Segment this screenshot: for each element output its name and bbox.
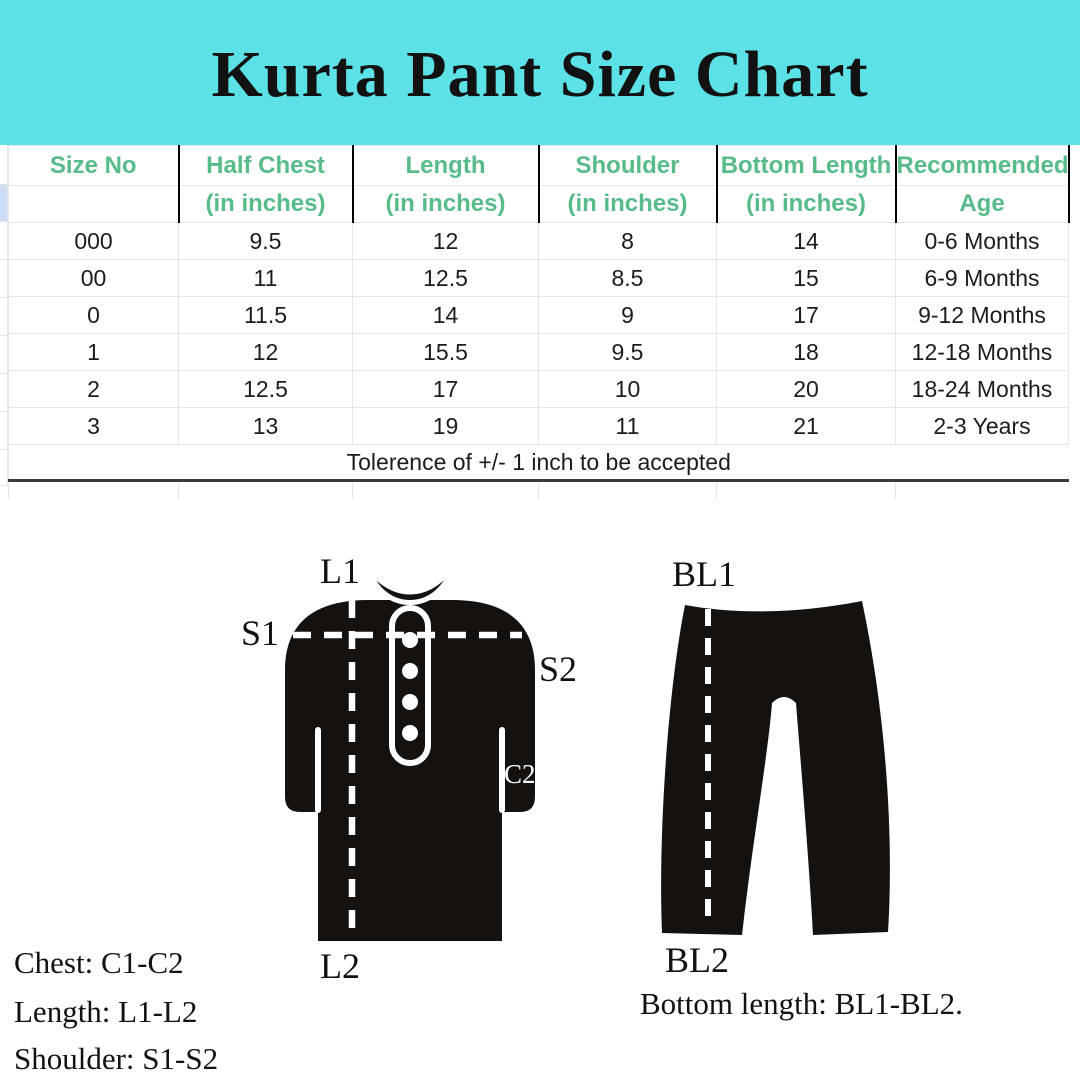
gridline-stub xyxy=(8,483,9,499)
label-s2: S2 xyxy=(539,649,578,689)
col-unit: (in inches) xyxy=(539,186,717,223)
table-cell: 000 xyxy=(9,223,179,260)
col-header-size-no: Size No xyxy=(9,146,179,186)
kurta-collar xyxy=(368,568,452,603)
tolerance-row xyxy=(9,445,1069,481)
table-cell: 9.5 xyxy=(539,334,717,371)
table-cell: 6-9 Months xyxy=(896,260,1069,297)
table-cell: 11 xyxy=(539,408,717,445)
gridline-stub xyxy=(538,483,539,499)
sheet-edge-column xyxy=(0,145,8,486)
tolerance-note: Tolerence of +/- 1 inch to be accepted xyxy=(9,445,1069,481)
table-cell: 12.5 xyxy=(179,371,353,408)
size-row-000 xyxy=(9,223,1069,260)
gridline-stub xyxy=(178,483,179,499)
pants-illustration xyxy=(650,595,895,940)
table-cell: 20 xyxy=(717,371,896,408)
col-header-shoulder: Shoulder xyxy=(539,146,717,186)
label-bl2: BL2 xyxy=(665,940,730,980)
size-row-00 xyxy=(9,260,1069,297)
gridline-stub xyxy=(895,483,896,499)
table-cell: 14 xyxy=(717,223,896,260)
col-unit: (in inches) xyxy=(717,186,896,223)
label-l1: L1 xyxy=(320,551,360,591)
sheet-edge-cell xyxy=(0,412,8,450)
legend-shoulder: Shoulder: S1-S2 xyxy=(14,1041,219,1076)
table-cell: 12 xyxy=(353,223,539,260)
sheet-edge-cell xyxy=(0,450,8,486)
col-unit: (in inches) xyxy=(179,186,353,223)
header-row-units xyxy=(9,186,1069,223)
sheet-edge-cell xyxy=(0,222,8,260)
sheet-edge-cell-highlighted xyxy=(0,185,8,222)
table-cell: 12.5 xyxy=(353,260,539,297)
table-cell: 11 xyxy=(179,260,353,297)
table-cell: 18-24 Months xyxy=(896,371,1069,408)
col-header-length: Length xyxy=(353,146,539,186)
kurta-button xyxy=(402,694,418,710)
kurta-button xyxy=(402,632,418,648)
col-unit: Age xyxy=(896,186,1069,223)
col-unit: (in inches) xyxy=(353,186,539,223)
sheet-edge-cell xyxy=(0,374,8,412)
table-cell: 11.5 xyxy=(179,297,353,334)
header-row-labels xyxy=(9,146,1069,186)
table-cell: 9 xyxy=(539,297,717,334)
pants-shape xyxy=(661,601,890,935)
legend-bottom-length: Bottom length: BL1-BL2. xyxy=(640,986,963,1021)
table-cell: 18 xyxy=(717,334,896,371)
table-cell: 9.5 xyxy=(179,223,353,260)
table-cell: 21 xyxy=(717,408,896,445)
legend-length: Length: L1-L2 xyxy=(14,994,198,1029)
table-cell: 17 xyxy=(353,371,539,408)
table-cell: 2-3 Years xyxy=(896,408,1069,445)
sheet-edge-cell xyxy=(0,336,8,374)
size-table xyxy=(8,145,1070,482)
col-header-bottom-length: Bottom Length xyxy=(717,146,896,186)
table-cell: 1 xyxy=(9,334,179,371)
label-c2: C2 xyxy=(504,759,536,789)
table-cell: 10 xyxy=(539,371,717,408)
table-cell: 00 xyxy=(9,260,179,297)
sheet-edge-cell xyxy=(0,260,8,298)
table-cell: 0 xyxy=(9,297,179,334)
table-cell: 14 xyxy=(353,297,539,334)
gridline-stub xyxy=(352,483,353,499)
table-cell: 19 xyxy=(353,408,539,445)
table-cell: 8.5 xyxy=(539,260,717,297)
label-bl1: BL1 xyxy=(672,554,737,594)
size-row-1 xyxy=(9,334,1069,371)
title-banner xyxy=(0,0,1080,145)
table-cell: 15.5 xyxy=(353,334,539,371)
table-cell: 15 xyxy=(717,260,896,297)
table-cell: 3 xyxy=(9,408,179,445)
sheet-edge-cell xyxy=(0,145,8,185)
table-cell: 0-6 Months xyxy=(896,223,1069,260)
size-row-0 xyxy=(9,297,1069,334)
kurta-illustration xyxy=(270,560,550,945)
label-l2: L2 xyxy=(320,946,360,986)
col-header-half-chest: Half Chest xyxy=(179,146,353,186)
col-header-recommended: Recommended xyxy=(896,146,1069,186)
table-cell: 2 xyxy=(9,371,179,408)
col-unit xyxy=(9,186,179,223)
kurta-button xyxy=(402,725,418,741)
legend-chest: Chest: C1-C2 xyxy=(14,945,184,980)
table-cell: 17 xyxy=(717,297,896,334)
table-cell: 13 xyxy=(179,408,353,445)
size-row-2 xyxy=(9,371,1069,408)
sheet-edge-cell xyxy=(0,298,8,336)
size-row-3 xyxy=(9,408,1069,445)
gridline-stub xyxy=(716,483,717,499)
label-s1: S1 xyxy=(241,613,280,653)
table-cell: 8 xyxy=(539,223,717,260)
table-cell: 9-12 Months xyxy=(896,297,1069,334)
page-title: Kurta Pant Size Chart xyxy=(211,38,869,111)
table-cell: 12-18 Months xyxy=(896,334,1069,371)
table-cell: 12 xyxy=(179,334,353,371)
kurta-button xyxy=(402,663,418,679)
